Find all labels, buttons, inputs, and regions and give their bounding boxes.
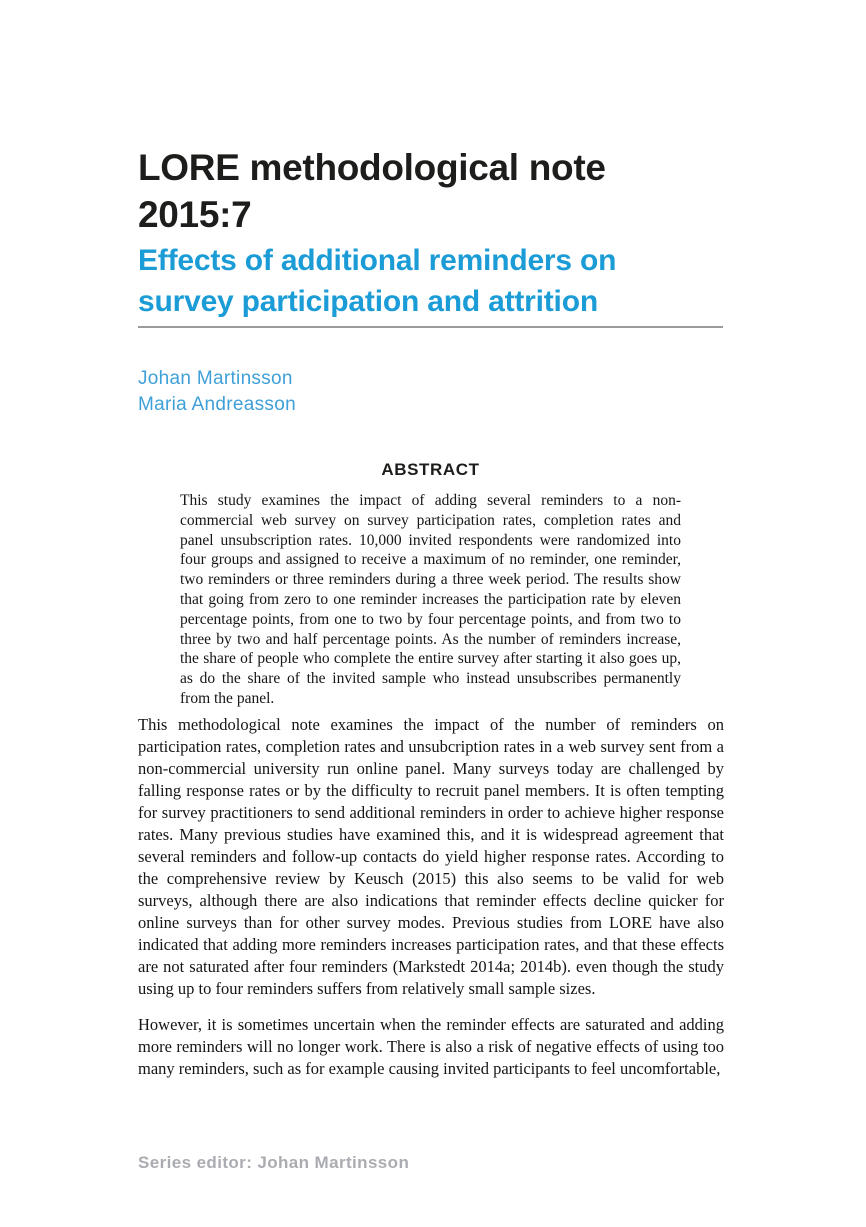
title-divider (138, 326, 723, 328)
abstract-section (180, 460, 681, 709)
author-name: Johan Martinsson (138, 368, 293, 389)
doc-title (138, 144, 738, 238)
abstract-text: This study examines the impact of adding several reminders to a non-commercial web survey on survey participation rates, completion rates and panel unsubscription rates. 10,000 invited respondents were randomized into four groups and assigned to receive a maximum of no reminder, one reminder, two reminders or three reminders during a three week period. The results show that going from zero to one reminder increases the participation rate by eleven percentage points, from one to two by four percentage points, and from two to three by two and half percentage points. As the number of reminders increase, the share of people who complete the entire survey after starting it also goes up, as do the share of the invited sample who instead unsubscribes permanently from the panel. (180, 492, 681, 707)
body-section (138, 714, 724, 1080)
doc-subtitle (138, 240, 738, 322)
authors-block (138, 366, 296, 418)
series-editor-label: Series editor: Johan Martinsson (138, 1153, 410, 1172)
author-name: Maria Andreasson (138, 394, 296, 415)
footer (138, 1152, 409, 1174)
body-paragraph: This methodological note examines the impact of the number of reminders on participation rates, completion rates and unsubcription rates in a web survey sent from a non-commercial university run online panel. Many surveys today are challenged by falling response rates or by the difficulty to recruit panel members. It is often tempting for survey practitioners to send additional reminders in order to achieve higher response rates. Many previous studies have examined this, and it is widespread agreement that several reminders and follow-up contacts do yield higher response rates. According to the comprehensive review by Keusch (2015) this also seems to be valid for web surveys, although there are also indications that reminder effects decline quicker for online surveys than for other survey modes. Previous studies from LORE have also indicated that adding more reminders increases participation rates, and that these effects are not saturated after four reminders (Markstedt 2014a; 2014b). even though the study using up to four reminders suffers from relatively small sample sizes. (138, 715, 724, 998)
abstract-heading: ABSTRACT (381, 460, 480, 479)
doc-subtitle-line1: Effects of additional reminders on (138, 244, 617, 277)
body-paragraph: However, it is sometimes uncertain when the reminder effects are saturated and adding more reminders will no longer work. There is also a risk of negative effects of using too many reminders, such as for example causing invited participants to feel uncomfortable, (138, 1015, 724, 1078)
doc-title-line1: LORE methodological note (138, 147, 606, 188)
doc-subtitle-line2: survey participation and attrition (138, 285, 598, 318)
doc-title-line2: 2015:7 (138, 194, 252, 235)
